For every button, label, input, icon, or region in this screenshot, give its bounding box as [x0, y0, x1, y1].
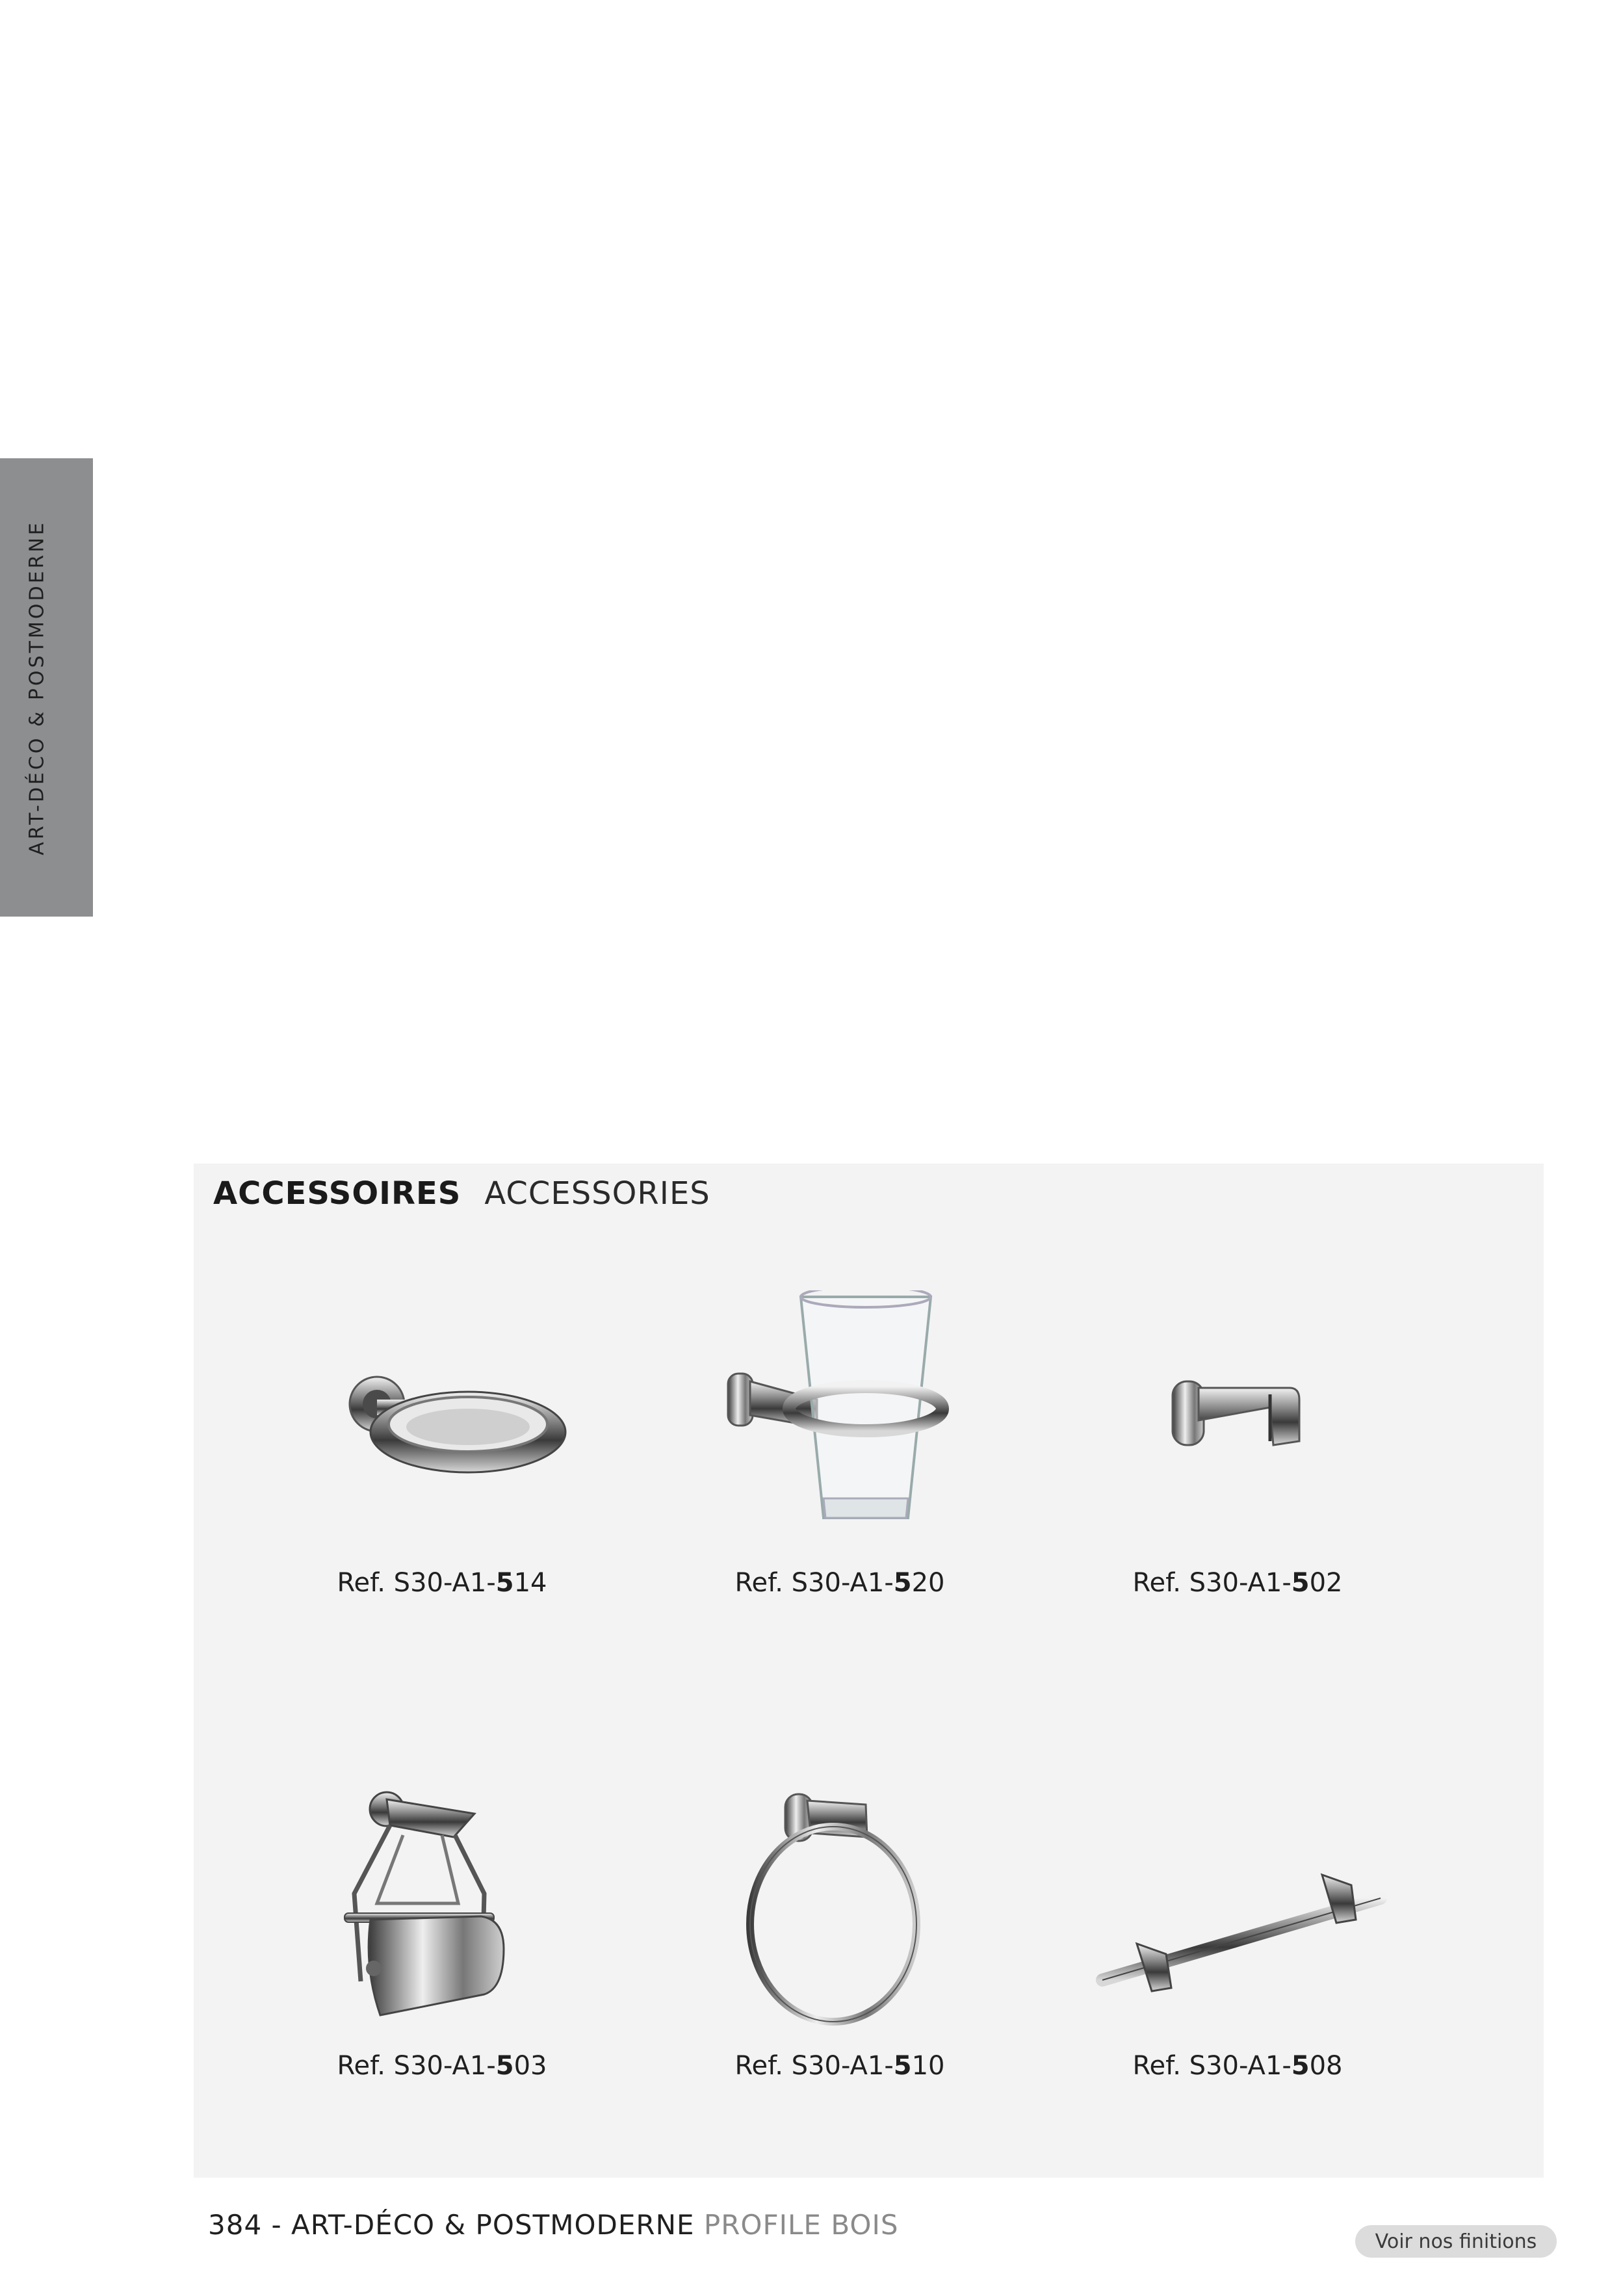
product-card[interactable] [243, 1290, 641, 1628]
footer-caption-main: 384 - ART-DÉCO & POSTMODERNE [208, 2209, 695, 2241]
product-card[interactable] [641, 1290, 1039, 1628]
product-ref: Ref. S30-A1-503 [337, 2051, 547, 2081]
section-title [213, 1175, 710, 1212]
product-card[interactable] [1039, 1773, 1436, 2111]
section-title-fr: ACCESSOIRES [213, 1175, 461, 1212]
product-ref: Ref. S30-A1-502 [1132, 1568, 1343, 1598]
product-ref: Ref. S30-A1-510 [734, 2051, 945, 2081]
accessories-panel [194, 1164, 1544, 2178]
soap-dish-icon [279, 1290, 604, 1563]
side-tab-label: ART-DÉCO & POSTMODERNE [25, 520, 49, 855]
towel-bar-icon [1075, 1773, 1400, 2046]
towel-ring-icon [677, 1773, 1002, 2046]
footer-caption-sub: PROFILE BOIS [703, 2209, 899, 2241]
product-card[interactable] [641, 1773, 1039, 2111]
robe-hook-icon [1075, 1290, 1400, 1563]
toilet-roll-holder-icon [279, 1773, 604, 2046]
product-card[interactable] [1039, 1290, 1436, 1628]
section-title-en: ACCESSORIES [484, 1175, 710, 1212]
product-ref: Ref. S30-A1-520 [734, 1568, 945, 1598]
finishes-button[interactable]: Voir nos finitions [1355, 2225, 1557, 2258]
glass-holder-icon [677, 1290, 1002, 1563]
product-ref: Ref. S30-A1-508 [1132, 2051, 1343, 2081]
product-ref: Ref. S30-A1-514 [337, 1568, 547, 1598]
product-card[interactable] [243, 1773, 641, 2111]
footer-caption [208, 2209, 899, 2241]
